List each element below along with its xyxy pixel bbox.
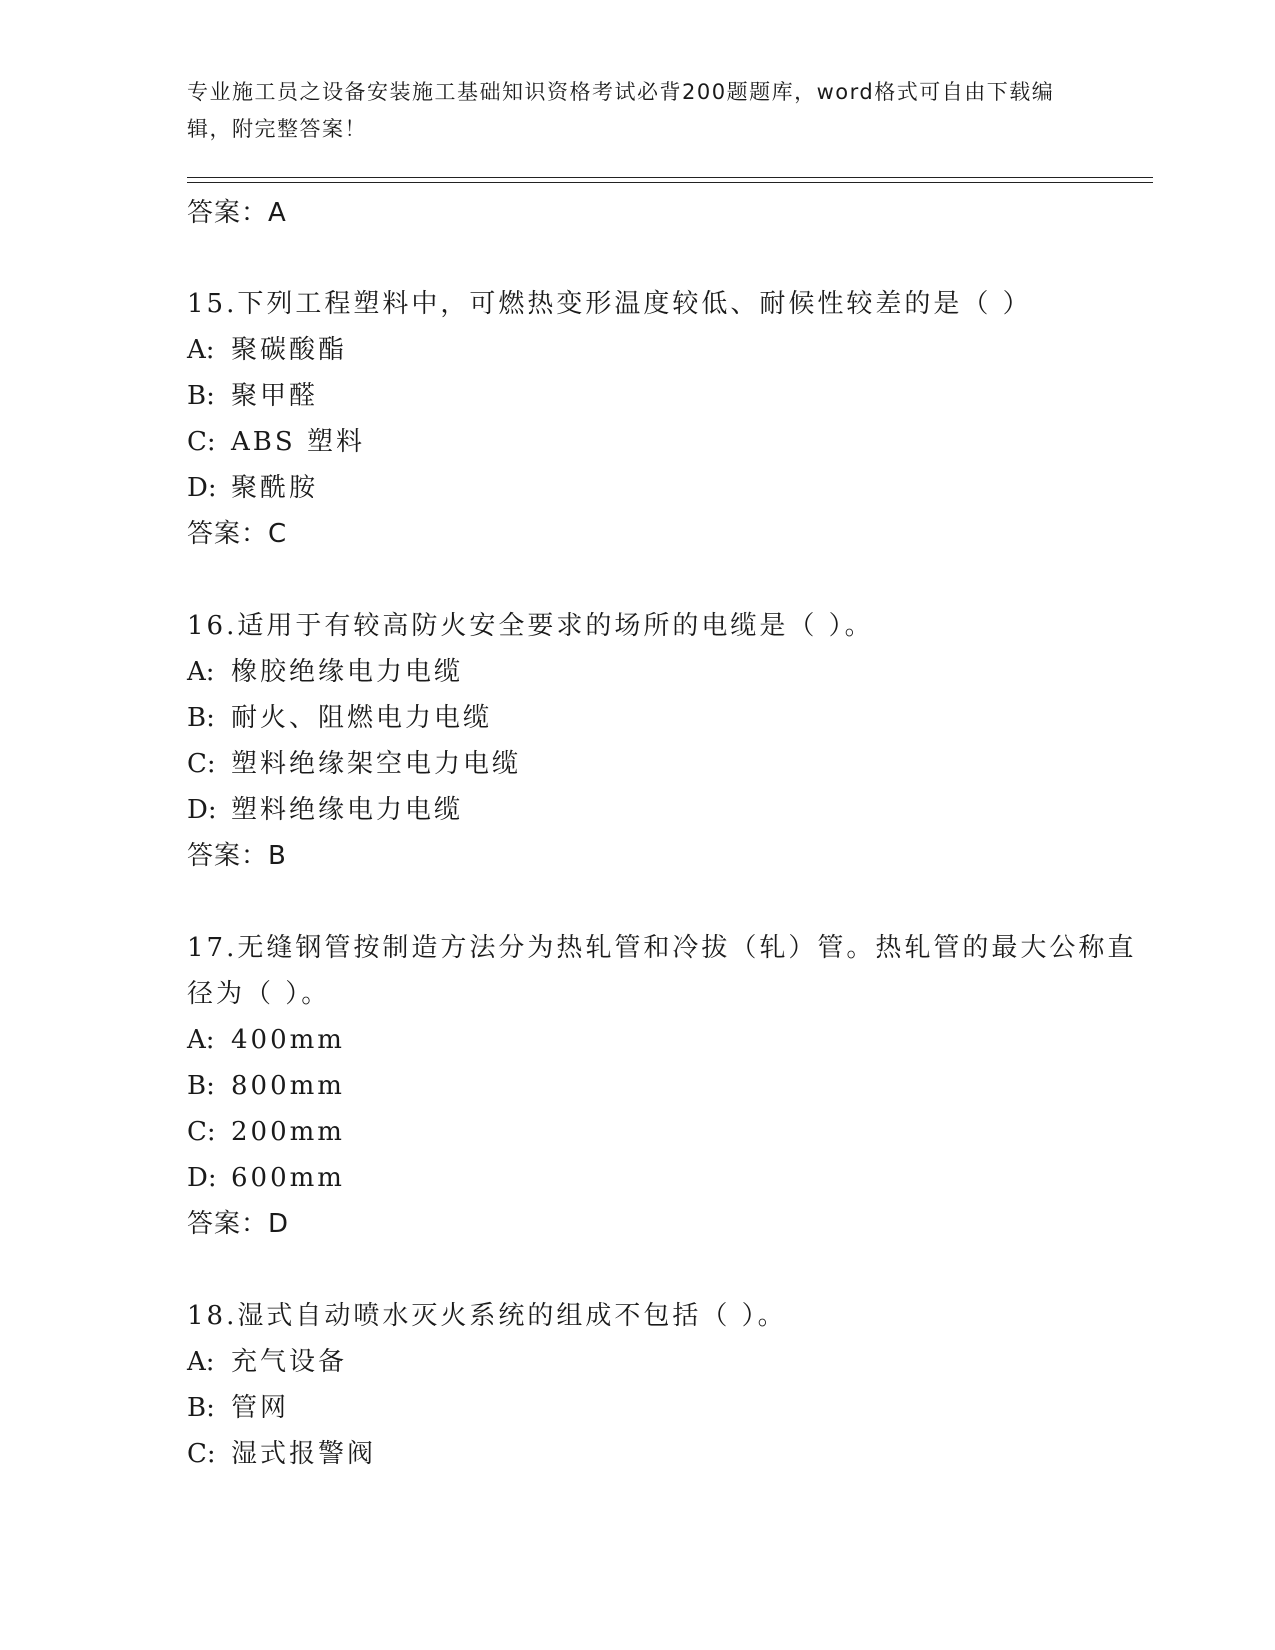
option-label: B: [187,381,215,411]
answer-line [187,833,1147,879]
option-text: 充气设备 [231,1347,348,1377]
question-text: 17.无缝钢管按制造方法分为热轧管和冷拔（轧）管。热轧管的最大公称直径为（ ）。 [187,933,1137,1009]
option-label: D: [187,1163,217,1193]
answer-label: 答案： [187,841,269,871]
option-row [187,465,1147,511]
option-text: 橡胶绝缘电力电缆 [231,657,464,687]
option-text: 600mm [231,1163,345,1193]
option-text: 塑料绝缘架空电力电缆 [231,749,522,779]
option-label: A: [187,335,215,365]
option-text: 管网 [231,1393,290,1423]
answer-value: D [268,1209,290,1239]
option-label: D: [187,473,217,503]
option-label: A: [187,1025,215,1055]
option-text: 湿式报警阀 [231,1439,377,1469]
answer-value: B [268,841,287,871]
answer-label: 答案： [187,1209,269,1239]
option-label: C: [187,427,216,457]
option-row [187,787,1147,833]
option-text: 聚酰胺 [231,473,319,503]
header-divider-top [187,177,1153,178]
answer-line [187,190,1147,236]
option-row [187,1017,1147,1063]
answer-label: 答案： [187,198,269,228]
option-row [187,1155,1147,1201]
option-row [187,649,1147,695]
option-label: A: [187,657,215,687]
answer-label: 答案： [187,519,269,549]
option-text: ABS 塑料 [231,427,365,457]
question-block [187,281,1147,557]
option-label: B: [187,1071,215,1101]
option-text: 400mm [231,1025,345,1055]
question-block [187,603,1147,879]
option-text: 耐火、阻燃电力电缆 [231,703,493,733]
question-block [187,1293,1147,1477]
answer-line [187,1201,1147,1247]
option-label: C: [187,1117,216,1147]
option-label: B: [187,703,215,733]
question-text: 18.湿式自动喷水灭火系统的组成不包括（ ）。 [187,1301,787,1331]
option-label: B: [187,1393,215,1423]
option-text: 聚甲醛 [231,381,319,411]
option-text: 塑料绝缘电力电缆 [231,795,464,825]
question-text: 16.适用于有较高防火安全要求的场所的电缆是（ ）。 [187,611,874,641]
document-header: 专业施工员之设备安装施工基础知识资格考试必背200题题库，word格式可自由下载编辑，附完整答案！ [187,80,1055,141]
option-text: 800mm [231,1071,345,1101]
option-text: 聚碳酸酯 [231,335,348,365]
answer-line [187,511,1147,557]
answer-value: C [268,519,288,549]
option-text: 200mm [231,1117,345,1147]
option-row [187,1109,1147,1155]
option-row [187,1385,1147,1431]
option-row [187,1063,1147,1109]
header-divider-bottom [187,182,1153,183]
question-block [187,925,1147,1247]
option-row [187,1339,1147,1385]
option-row [187,373,1147,419]
option-row [187,695,1147,741]
option-label: A: [187,1347,215,1377]
answer-value: A [268,198,287,228]
question-list [187,190,1147,1523]
option-label: D: [187,795,217,825]
option-label: C: [187,1439,216,1469]
option-row [187,419,1147,465]
option-label: C: [187,749,216,779]
option-row [187,741,1147,787]
option-row [187,1431,1147,1477]
option-row [187,327,1147,373]
question-text: 15.下列工程塑料中，可燃热变形温度较低、耐候性较差的是（ ） [187,289,1032,319]
